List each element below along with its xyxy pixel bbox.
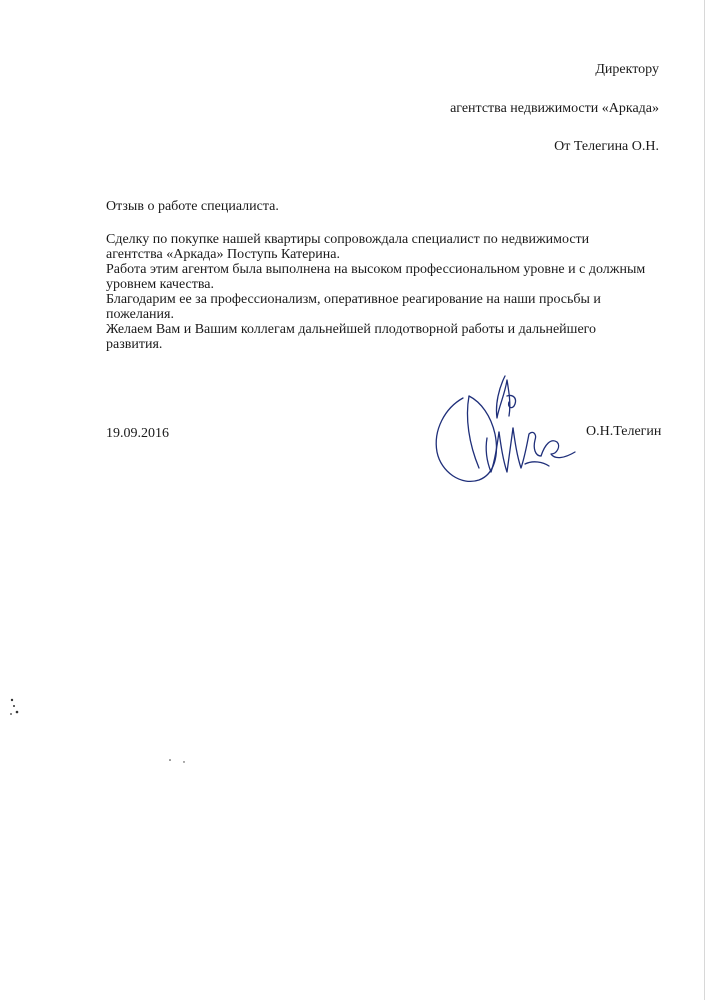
- addressee-organization: агентства недвижимости «Аркада»: [450, 101, 659, 116]
- body-line: Сделку по покупке нашей квартиры сопровождала специалист по недвижимости: [106, 232, 590, 247]
- letter-body: [106, 232, 666, 352]
- body-line: Желаем Вам и Вашим коллегам дальнейшей плодотворной работы и дальнейшего: [106, 322, 597, 337]
- signer-name: О.Н.Телегин: [586, 424, 662, 439]
- handwritten-signature: [425, 368, 585, 496]
- addressee-sender: От Телегина О.Н.: [554, 139, 659, 154]
- body-line: Работа этим агентом была выполнена на высоком профессиональном уровне и с должным: [106, 262, 646, 277]
- body-line: уровнем качества.: [106, 277, 214, 292]
- body-line: агентства «Аркада» Поступь Катерина.: [106, 247, 341, 262]
- body-line: пожелания.: [106, 307, 174, 322]
- addressee-title: Директору: [595, 62, 659, 77]
- body-line: Благодарим ее за профессионализм, оперативное реагирование на наши просьбы и: [106, 292, 601, 307]
- scan-edge-line: [704, 0, 705, 1000]
- letter-date: 19.09.2016: [106, 426, 169, 441]
- addressee-block: [450, 60, 659, 157]
- letter-subject: Отзыв о работе специалиста.: [106, 199, 279, 214]
- body-line: развития.: [106, 337, 163, 352]
